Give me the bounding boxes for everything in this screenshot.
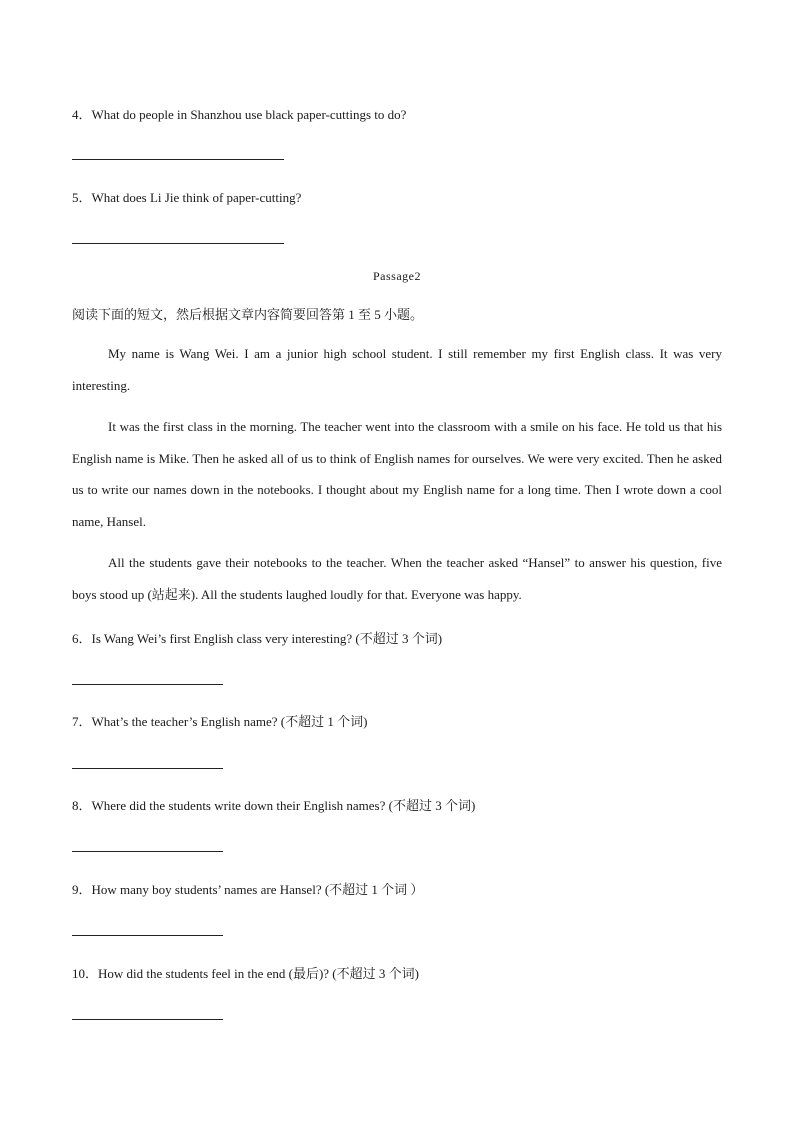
passage-instruction: 阅读下面的短文，然后根据文章内容简要回答第 1 至 5 小题。 (72, 307, 424, 322)
answer-line-4[interactable] (72, 159, 284, 160)
question-5: 5．What does Li Jie think of paper-cutting? (72, 190, 302, 205)
passage-title: Passage2 (373, 269, 421, 283)
question-6: 6．Is Wang Wei’s first English class very interesting? (不超过 3 个词) (72, 631, 443, 646)
question-9: 9．How many boy students’ names are Hansel? (不超过 1 个词 ） (72, 882, 424, 897)
answer-line-5[interactable] (72, 243, 284, 244)
passage-paragraph: My name is Wang Wei. I am a junior high school student. I still remember my first English class. It was very interesting. (72, 346, 722, 393)
question-7: 7．What’s the teacher’s English name? (不超过 1 个词) (72, 714, 368, 729)
passage-paragraph: All the students gave their notebooks to the teacher. When the teacher asked “Hansel” to answer his question, five boys stood up (站起来). All the students laughed loudly for that. Everyone was happy. (72, 555, 722, 602)
answer-line-7[interactable] (72, 768, 223, 769)
answer-line-8[interactable] (72, 851, 223, 852)
answer-line-6[interactable] (72, 684, 223, 685)
question-10: 10．How did the students feel in the end (最后)? (不超过 3 个词) (72, 966, 419, 981)
question-4: 4．What do people in Shanzhou use black paper-cuttings to do? (72, 107, 407, 122)
question-8: 8．Where did the students write down their English names? (不超过 3 个词) (72, 798, 476, 813)
passage-paragraph: It was the first class in the morning. The teacher went into the classroom with a smile on his face. He told us that his English name is Mike. Then he asked all of us to think of English names for ourselves. We were very excited. Then he asked us to write our names down in the notebooks. I thought about my English name for a long time. Then I wrote down a cool name, Hansel. (72, 419, 722, 529)
answer-line-9[interactable] (72, 935, 223, 936)
answer-line-10[interactable] (72, 1019, 223, 1020)
